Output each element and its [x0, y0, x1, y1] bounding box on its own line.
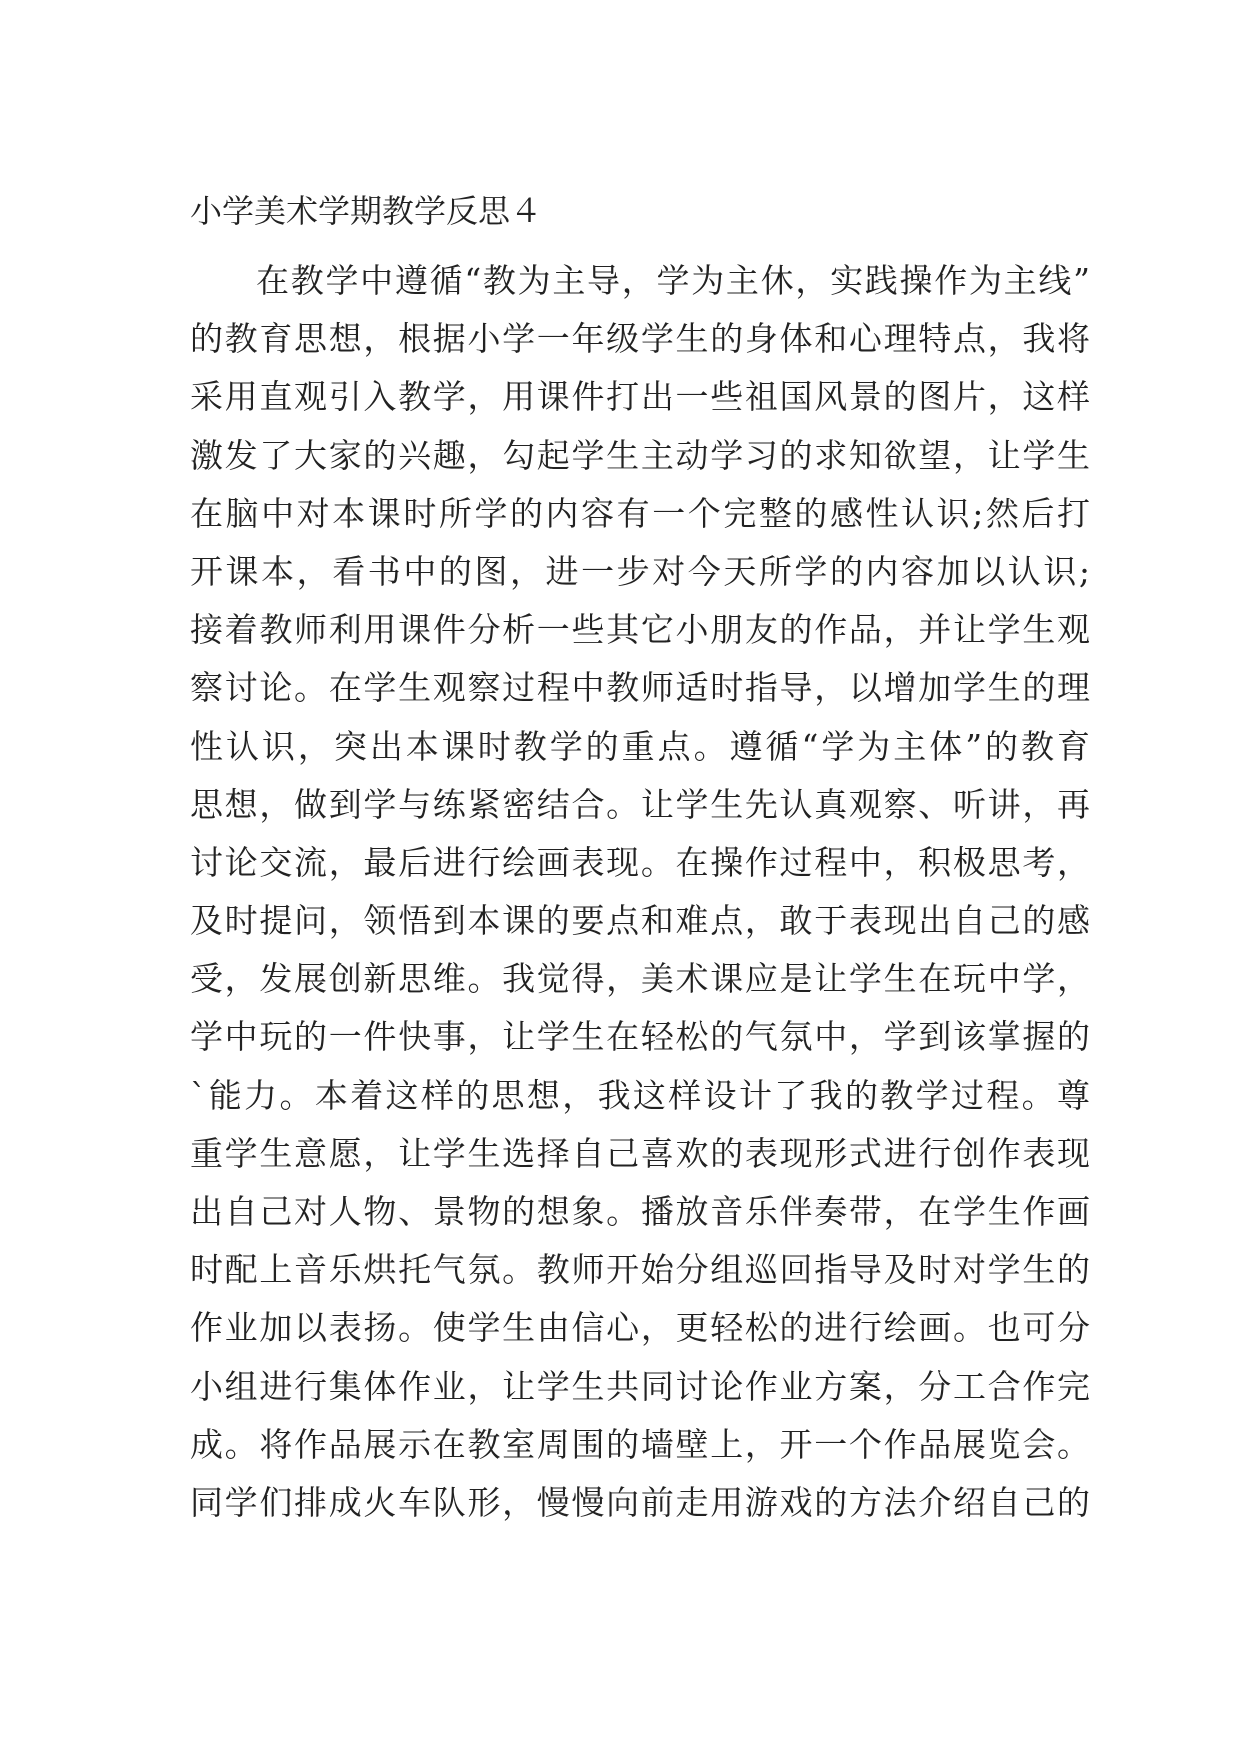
text-line: `能力。本着这样的思想，我这样设计了我的教学过程。尊 [190, 1075, 1090, 1115]
text-line: 在教学中遵循“教为主导，学为主休，实践操作为主线” [256, 261, 1090, 300]
text-line: 作业加以表扬。使学生由信心，更轻松的进行绘画。也可分 [190, 1308, 1090, 1348]
document-title: 小学美术学期教学反思４ [190, 192, 543, 230]
text-line: 采用直观引入教学，用课件打出一些祖国风景的图片，这样 [190, 377, 1090, 417]
text-line: 开课本，看书中的图，进一步对今天所学的内容加以认识; [190, 551, 1090, 591]
text-line: 接着教师利用课件分析一些其它小朋友的作品，并让学生观 [190, 610, 1090, 650]
text-line: 受，发展创新思维。我觉得，美术课应是让学生在玩中学， [190, 959, 1090, 999]
text-line: 在脑中对本课时所学的内容有一个完整的感性认识;然后打 [190, 493, 1090, 533]
text-line: 出自己对人物、景物的想象。播放音乐伴奏带，在学生作画 [190, 1192, 1090, 1231]
text-line: 性认识，突出本课时教学的重点。遵循“学为主体”的教育 [190, 726, 1090, 766]
text-line: 小组进行集体作业，让学生共同讨论作业方案，分工合作完 [190, 1366, 1090, 1406]
text-line: 察讨论。在学生观察过程中教师适时指导，以增加学生的理 [190, 668, 1090, 708]
text-line: 的教育思想，根据小学一年级学生的身体和心理特点，我将 [190, 319, 1090, 359]
text-line: 重学生意愿，让学生选择自己喜欢的表现形式进行创作表现 [190, 1133, 1090, 1173]
text-line: 时配上音乐烘托气氛。教师开始分组巡回指导及时对学生的 [190, 1250, 1090, 1290]
text-line: 成。将作品展示在教室周围的墙壁上，开一个作品展览会。 [190, 1424, 1090, 1464]
text-line: 讨论交流，最后进行绘画表现。在操作过程中，积极思考， [190, 842, 1090, 882]
text-line: 同学们排成火车队形，慢慢向前走用游戏的方法介绍自己的 [190, 1482, 1090, 1522]
text-line: 及时提问，领悟到本课的要点和难点，敢于表现出自己的感 [190, 901, 1090, 941]
document-body [190, 252, 1090, 1532]
text-line: 思想，做到学与练紧密结合。让学生先认真观察、听讲，再 [190, 784, 1090, 824]
text-line: 激发了大家的兴趣，勾起学生主动学习的求知欲望，让学生 [190, 435, 1090, 475]
text-line: 学中玩的一件快事，让学生在轻松的气氛中，学到该掌握的 [190, 1017, 1090, 1057]
